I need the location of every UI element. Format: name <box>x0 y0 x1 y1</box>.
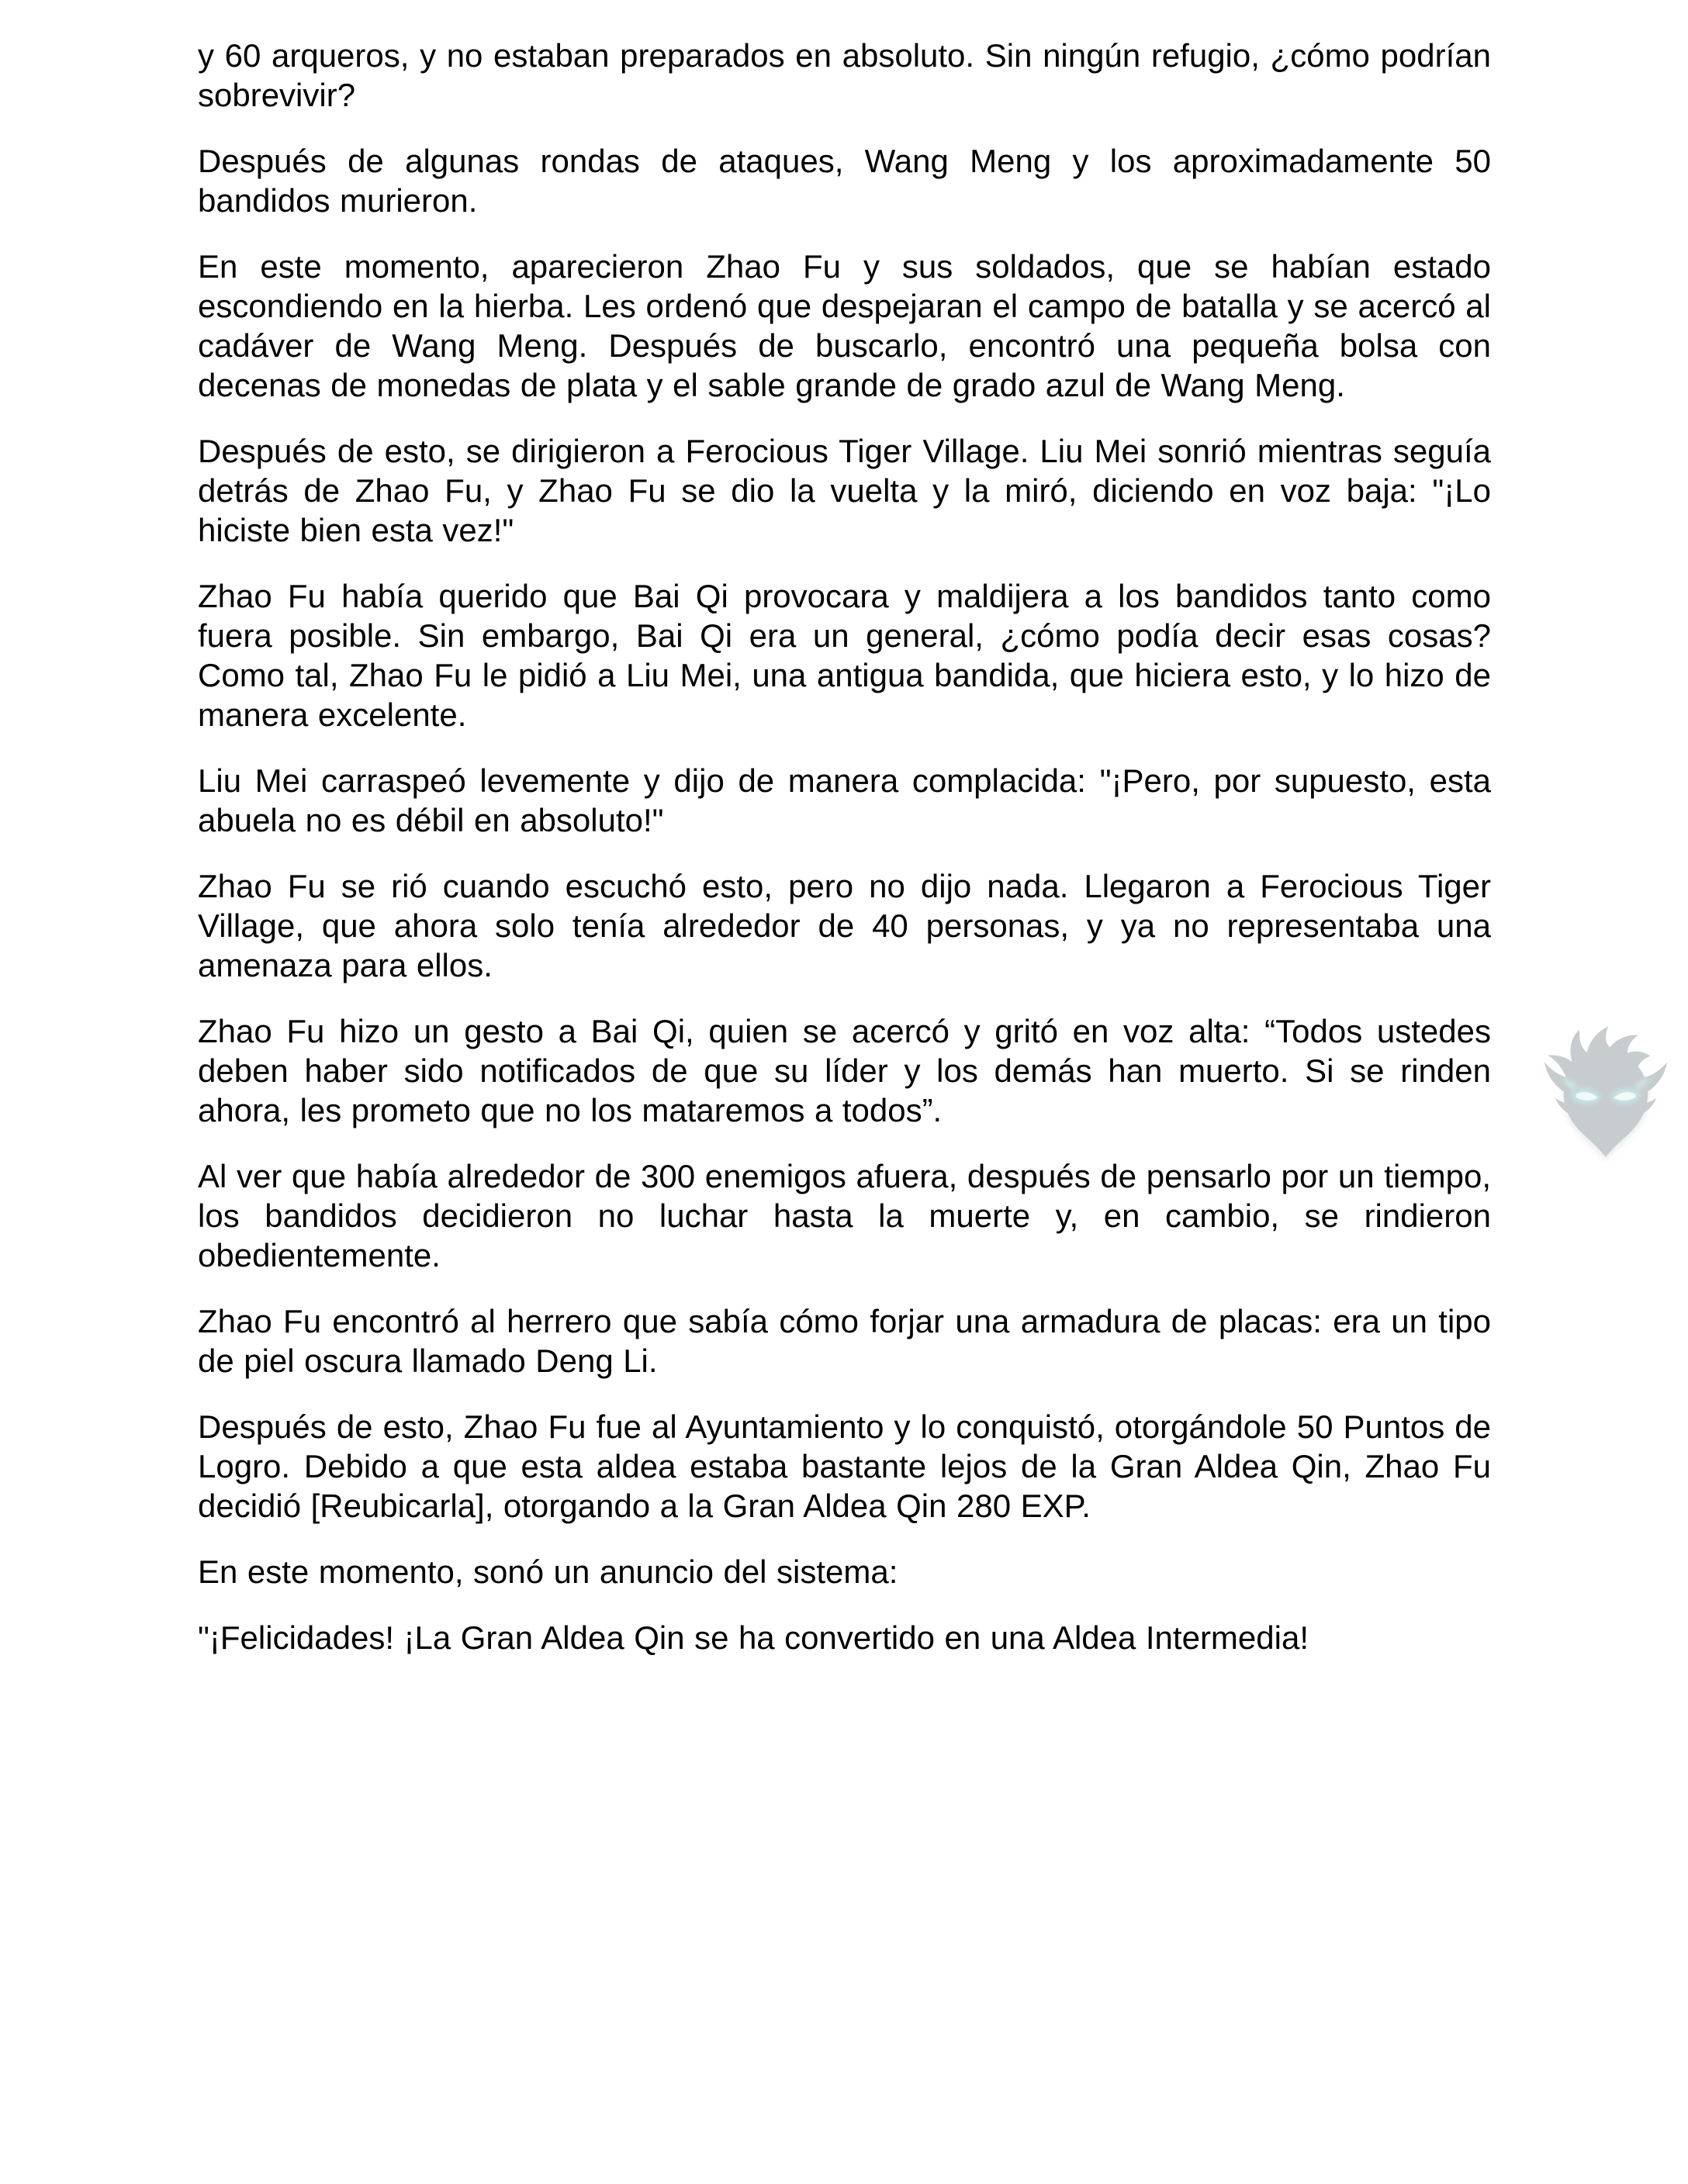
paragraph: En este momento, aparecieron Zhao Fu y sus soldados, que se habían estado escondiendo en la hierba. Les ordenó que despejaran el campo de batalla y se acercó al cadáver de Wang Meng. Después de buscarlo, encontró una pequeña bolsa con decenas de monedas de plata y el sable grande de grado azul de Wang Meng. <box>198 248 1491 403</box>
paragraph: Al ver que había alrededor de 300 enemigos afuera, después de pensarlo por un tiempo, los bandidos decidieron no luchar hasta la muerte y, en cambio, se rindieron obedientemente. <box>198 1158 1491 1273</box>
demon-head-watermark-icon <box>1538 1008 1673 1171</box>
paragraph: Zhao Fu había querido que Bai Qi provocara y maldijera a los bandidos tanto como fuera posible. Sin embargo, Bai Qi era un general, ¿cómo podía decir esas cosas? Como tal, Zhao Fu le pidió a Liu Mei, una antigua bandida, que hiciera esto, y lo hizo de manera excelente. <box>198 578 1491 733</box>
paragraph: Liu Mei carraspeó levemente y dijo de manera complacida: "¡Pero, por supuesto, esta abuela no es débil en absoluto!" <box>198 762 1491 838</box>
paragraph: En este momento, sonó un anuncio del sistema: <box>198 1553 898 1590</box>
paragraph: Después de esto, Zhao Fu fue al Ayuntamiento y lo conquistó, otorgándole 50 Puntos de Logro. Debido a que esta aldea estaba bastante lejos de la Gran Aldea Qin, Zhao Fu decidió [Reubicarla], otorgando a la Gran Aldea Qin 280 EXP. <box>198 1408 1491 1524</box>
paragraph: Zhao Fu hizo un gesto a Bai Qi, quien se acercó y gritó en voz alta: “Todos ustedes deben haber sido notificados de que su líder y los demás han muerto. Si se rinden ahora, les prometo que no los mataremos a todos”. <box>198 1013 1491 1128</box>
text-content <box>198 36 1491 1684</box>
paragraph: Zhao Fu se rió cuando escuchó esto, pero no dijo nada. Llegaron a Ferocious Tiger Village, que ahora solo tenía alrededor de 40 personas, y ya no representaba una amenaza para ellos. <box>198 868 1491 983</box>
paragraph: Después de algunas rondas de ataques, Wang Meng y los aproximadamente 50 bandidos murieron. <box>198 143 1491 219</box>
paragraph: Después de esto, se dirigieron a Ferocious Tiger Village. Liu Mei sonrió mientras seguía detrás de Zhao Fu, y Zhao Fu se dio la vuelta y la miró, diciendo en voz baja: "¡Lo hiciste bien esta vez!" <box>198 433 1491 548</box>
paragraph: "¡Felicidades! ¡La Gran Aldea Qin se ha convertido en una Aldea Intermedia! <box>198 1619 1309 1656</box>
paragraph: y 60 arqueros, y no estaban preparados en absoluto. Sin ningún refugio, ¿cómo podrían sobrevivir? <box>198 37 1491 113</box>
paragraph: Zhao Fu encontró al herrero que sabía cómo forjar una armadura de placas: era un tipo de piel oscura llamado Deng Li. <box>198 1303 1491 1379</box>
